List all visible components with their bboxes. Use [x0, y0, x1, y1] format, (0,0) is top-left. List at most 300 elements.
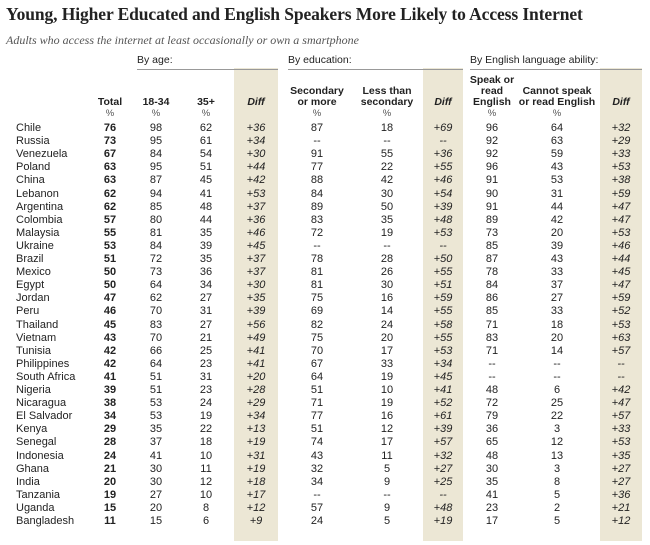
education-diff-value: +59	[433, 292, 453, 305]
pct-total: %	[105, 108, 115, 119]
less-than-secondary-value: 33	[380, 357, 394, 370]
column-header-less-than-secondary: Less than secondary	[360, 85, 414, 108]
table-row	[0, 319, 650, 332]
age-18-34-value: 83	[149, 318, 163, 331]
cannot-speak-english-value: 3	[553, 462, 561, 475]
less-than-secondary-value: 30	[380, 187, 394, 200]
cannot-speak-english-value: 8	[553, 475, 561, 488]
total-value: 21	[103, 462, 117, 475]
group-header-english: By English language ability:	[470, 54, 642, 70]
country-name: Peru	[16, 305, 40, 318]
total-value: 24	[103, 449, 117, 462]
age-35-plus-value: 61	[199, 135, 213, 148]
age-diff-value: +19	[246, 436, 266, 449]
age-35-plus-value: 31	[199, 370, 213, 383]
education-diff-value: +52	[433, 397, 453, 410]
table-row	[0, 174, 650, 187]
age-diff-value: +36	[246, 122, 266, 134]
english-diff-value: +46	[611, 239, 631, 252]
cannot-speak-english-value: 14	[550, 344, 564, 357]
country-name: Senegal	[16, 436, 57, 449]
english-diff-value: +47	[611, 200, 631, 213]
age-18-34-value: 20	[149, 501, 163, 514]
age-18-34-value: 51	[149, 370, 163, 383]
age-diff-value: +13	[246, 423, 266, 436]
country-name: Vietnam	[16, 331, 57, 344]
total-value: 67	[103, 148, 117, 161]
speak-english-value: 91	[485, 174, 499, 187]
country-name: South Africa	[16, 370, 76, 383]
total-value: 55	[103, 226, 117, 239]
country-name: Colombia	[16, 213, 63, 226]
education-diff-value: +55	[433, 266, 453, 279]
less-than-secondary-value: --	[383, 239, 391, 252]
cannot-speak-english-value: 5	[553, 515, 561, 527]
secondary-or-more-value: 69	[310, 305, 324, 318]
age-18-34-value: 41	[149, 449, 163, 462]
pct-less-than-secondary: %	[382, 108, 392, 119]
total-value: 50	[103, 279, 117, 292]
age-18-34-value: 98	[149, 122, 163, 134]
english-diff-value: +57	[611, 344, 631, 357]
english-diff-value: +42	[611, 384, 631, 396]
country-name: Russia	[16, 135, 50, 148]
less-than-secondary-value: 19	[380, 226, 394, 239]
less-than-secondary-value: 50	[380, 200, 394, 213]
secondary-or-more-value: 82	[310, 318, 324, 331]
secondary-or-more-value: 77	[310, 410, 324, 423]
table-row	[0, 201, 650, 214]
education-diff-value: +46	[433, 174, 453, 187]
english-diff-value: +33	[611, 148, 631, 161]
age-diff-value: +28	[246, 384, 266, 396]
secondary-or-more-value: 70	[310, 344, 324, 357]
speak-english-value: 78	[485, 266, 499, 279]
english-diff-value: +47	[611, 213, 631, 226]
total-value: 73	[103, 135, 117, 148]
education-diff-value: +41	[433, 384, 453, 396]
speak-english-value: --	[488, 370, 496, 383]
less-than-secondary-value: 28	[380, 253, 394, 265]
cannot-speak-english-value: 31	[550, 187, 564, 200]
speak-english-value: 83	[485, 331, 499, 344]
pct-age-35-plus: %	[201, 108, 211, 119]
secondary-or-more-value: 72	[310, 226, 324, 239]
english-diff-value: +21	[611, 501, 631, 514]
column-header-english-diff: Diff	[612, 96, 630, 108]
less-than-secondary-value: 26	[380, 266, 394, 279]
education-diff-value: +51	[433, 279, 453, 292]
age-35-plus-value: 10	[199, 488, 213, 501]
age-35-plus-value: 6	[202, 515, 210, 527]
total-value: 43	[103, 331, 117, 344]
secondary-or-more-value: 83	[310, 213, 324, 226]
country-name: Brazil	[16, 253, 44, 265]
speak-english-value: 87	[485, 253, 499, 265]
age-18-34-value: 35	[149, 423, 163, 436]
age-18-34-value: 94	[149, 187, 163, 200]
country-name: Egypt	[16, 279, 45, 292]
total-value: 53	[103, 239, 117, 252]
table-row	[0, 436, 650, 449]
table-row	[0, 489, 650, 502]
cannot-speak-english-value: 33	[550, 305, 564, 318]
education-diff-value: --	[439, 488, 447, 501]
less-than-secondary-value: 24	[380, 318, 394, 331]
secondary-or-more-value: 64	[310, 370, 324, 383]
less-than-secondary-value: 30	[380, 279, 394, 292]
table-row	[0, 345, 650, 358]
english-diff-value: --	[617, 357, 625, 370]
age-35-plus-value: 19	[199, 410, 213, 423]
less-than-secondary-value: --	[383, 135, 391, 148]
total-value: 47	[103, 292, 117, 305]
education-diff-value: +54	[433, 187, 453, 200]
age-18-34-value: 84	[149, 148, 163, 161]
cannot-speak-english-value: 44	[550, 200, 564, 213]
secondary-or-more-value: 34	[310, 475, 324, 488]
less-than-secondary-value: 20	[380, 331, 394, 344]
cannot-speak-english-value: 18	[550, 318, 564, 331]
speak-english-value: 90	[485, 187, 499, 200]
country-name: Mexico	[16, 266, 51, 279]
age-18-34-value: 30	[149, 475, 163, 488]
speak-english-value: 48	[485, 449, 499, 462]
total-value: 63	[103, 174, 117, 187]
total-value: 19	[103, 488, 117, 501]
table-row	[0, 227, 650, 240]
education-diff-value: +34	[433, 357, 453, 370]
age-35-plus-value: 18	[199, 436, 213, 449]
speak-english-value: 35	[485, 475, 499, 488]
age-35-plus-value: 35	[199, 253, 213, 265]
total-value: 38	[103, 397, 117, 410]
total-value: 11	[104, 515, 116, 527]
speak-english-value: 48	[485, 384, 499, 396]
age-18-34-value: 27	[149, 488, 163, 501]
age-35-plus-value: 25	[199, 344, 213, 357]
table-row	[0, 450, 650, 463]
table-row	[0, 305, 650, 318]
speak-english-value: 96	[485, 122, 499, 134]
education-diff-value: +25	[433, 475, 453, 488]
age-diff-value: +12	[246, 501, 266, 514]
less-than-secondary-value: 17	[380, 344, 394, 357]
table-row	[0, 332, 650, 345]
education-diff-value: +58	[433, 318, 453, 331]
english-diff-value: +27	[611, 475, 631, 488]
table-row	[0, 371, 650, 384]
secondary-or-more-value: 75	[310, 292, 324, 305]
cannot-speak-english-value: 64	[550, 122, 564, 134]
country-name: Malaysia	[16, 226, 60, 239]
country-name: Tanzania	[16, 488, 61, 501]
speak-english-value: 71	[485, 344, 499, 357]
secondary-or-more-value: 74	[310, 436, 324, 449]
age-35-plus-value: 24	[199, 397, 213, 410]
less-than-secondary-value: 10	[380, 384, 394, 396]
table-row	[0, 266, 650, 279]
cannot-speak-english-value: 12	[550, 436, 564, 449]
secondary-or-more-value: 71	[310, 397, 324, 410]
age-diff-value: +30	[246, 148, 266, 161]
total-value: 63	[103, 161, 117, 174]
country-name: Poland	[16, 161, 51, 174]
english-diff-value: +53	[611, 226, 631, 239]
total-value: 39	[103, 384, 117, 396]
age-35-plus-value: 21	[199, 331, 213, 344]
english-diff-value: +52	[611, 305, 631, 318]
less-than-secondary-value: 16	[380, 292, 394, 305]
less-than-secondary-value: 16	[380, 410, 394, 423]
total-value: 42	[103, 344, 117, 357]
english-diff-value: +57	[611, 410, 631, 423]
cannot-speak-english-value: 37	[550, 279, 564, 292]
total-value: 76	[103, 122, 117, 134]
cannot-speak-english-value: 20	[550, 331, 564, 344]
english-diff-value: +53	[611, 436, 631, 449]
english-diff-value: +63	[611, 331, 631, 344]
table-row	[0, 188, 650, 201]
cannot-speak-english-value: 6	[553, 384, 561, 396]
secondary-or-more-value: 88	[310, 174, 324, 187]
age-18-34-value: 95	[149, 161, 163, 174]
age-diff-value: +37	[246, 200, 266, 213]
age-35-plus-value: 45	[199, 174, 213, 187]
education-diff-value: --	[439, 135, 447, 148]
age-18-34-value: 53	[149, 410, 163, 423]
cannot-speak-english-value: 43	[550, 161, 564, 174]
table-row	[0, 279, 650, 292]
cannot-speak-english-value: 20	[550, 226, 564, 239]
english-diff-value: +33	[611, 423, 631, 436]
country-name: Tunisia	[16, 344, 52, 357]
education-diff-value: +27	[433, 462, 453, 475]
pct-secondary-or-more: %	[312, 108, 322, 119]
country-name: Chile	[16, 122, 42, 134]
age-diff-value: +45	[246, 239, 266, 252]
age-18-34-value: 64	[149, 279, 163, 292]
total-value: 34	[103, 410, 117, 423]
age-diff-value: +42	[246, 174, 266, 187]
page-subtitle: Adults who access the internet at least occasionally or own a smartphone	[6, 33, 359, 47]
english-diff-value: +35	[611, 449, 631, 462]
less-than-secondary-value: --	[383, 488, 391, 501]
age-18-34-value: 70	[149, 305, 163, 318]
secondary-or-more-value: 87	[310, 122, 324, 134]
cannot-speak-english-value: 25	[550, 397, 564, 410]
english-diff-value: +29	[611, 135, 631, 148]
age-35-plus-value: 23	[199, 384, 213, 396]
table-row	[0, 135, 650, 148]
age-35-plus-value: 23	[199, 357, 213, 370]
age-35-plus-value: 8	[202, 501, 210, 514]
total-value: 41	[103, 370, 117, 383]
speak-english-value: 79	[485, 410, 499, 423]
table-row	[0, 122, 650, 135]
column-header-age-diff: Diff	[247, 96, 265, 108]
education-diff-value: +32	[433, 449, 453, 462]
less-than-secondary-value: 19	[380, 370, 394, 383]
secondary-or-more-value: 81	[310, 266, 324, 279]
english-diff-value: +47	[611, 279, 631, 292]
age-18-34-value: 81	[149, 226, 163, 239]
speak-english-value: 96	[485, 161, 499, 174]
total-value: 15	[103, 501, 117, 514]
speak-english-value: 92	[485, 135, 499, 148]
less-than-secondary-value: 42	[380, 174, 394, 187]
table-row	[0, 358, 650, 371]
age-35-plus-value: 27	[199, 318, 213, 331]
age-diff-value: +35	[246, 292, 266, 305]
column-header-age-35-plus: 35+	[197, 96, 215, 108]
education-diff-value: +55	[433, 305, 453, 318]
english-diff-value: +32	[611, 122, 631, 134]
age-diff-value: +20	[246, 370, 266, 383]
age-35-plus-value: 39	[199, 239, 213, 252]
country-name: Lebanon	[16, 187, 59, 200]
speak-english-value: 36	[485, 423, 499, 436]
secondary-or-more-value: --	[313, 135, 321, 148]
english-diff-value: +53	[611, 318, 631, 331]
age-35-plus-value: 22	[199, 423, 213, 436]
speak-english-value: 84	[485, 279, 499, 292]
education-diff-value: +19	[433, 515, 453, 527]
age-18-34-value: 66	[149, 344, 163, 357]
table-row	[0, 397, 650, 410]
less-than-secondary-value: 9	[383, 475, 391, 488]
country-name: Nicaragua	[16, 397, 67, 410]
speak-english-value: 23	[485, 501, 499, 514]
education-diff-value: +36	[433, 148, 453, 161]
table-row	[0, 423, 650, 436]
age-18-34-value: 95	[149, 135, 163, 148]
less-than-secondary-value: 17	[380, 436, 394, 449]
age-diff-value: +18	[246, 475, 266, 488]
age-35-plus-value: 62	[199, 122, 213, 134]
english-diff-value: +44	[611, 253, 631, 265]
speak-english-value: 41	[485, 488, 499, 501]
cannot-speak-english-value: 43	[550, 253, 564, 265]
table-row	[0, 161, 650, 174]
column-header-total: Total	[97, 96, 123, 108]
country-name: China	[16, 174, 45, 187]
age-35-plus-value: 44	[199, 213, 213, 226]
english-diff-value: +53	[611, 161, 631, 174]
speak-english-value: 91	[485, 200, 499, 213]
secondary-or-more-value: 51	[310, 384, 324, 396]
speak-english-value: 17	[485, 515, 499, 527]
age-diff-value: +44	[246, 161, 266, 174]
age-diff-value: +9	[249, 515, 263, 527]
education-diff-value: +48	[433, 501, 453, 514]
age-diff-value: +29	[246, 397, 266, 410]
education-diff-value: +53	[433, 226, 453, 239]
english-diff-value: +59	[611, 292, 631, 305]
education-diff-value: +55	[433, 331, 453, 344]
speak-english-value: 65	[485, 436, 499, 449]
speak-english-value: 85	[485, 239, 499, 252]
table-row	[0, 410, 650, 423]
age-35-plus-value: 11	[200, 462, 212, 475]
cannot-speak-english-value: 59	[550, 148, 564, 161]
age-diff-value: +46	[246, 226, 266, 239]
age-diff-value: +53	[246, 187, 266, 200]
education-diff-value: +55	[433, 161, 453, 174]
secondary-or-more-value: 91	[310, 148, 324, 161]
cannot-speak-english-value: 63	[550, 135, 564, 148]
english-diff-value: +47	[611, 397, 631, 410]
age-diff-value: +56	[246, 318, 266, 331]
country-name: Thailand	[16, 318, 59, 331]
country-name: Jordan	[16, 292, 50, 305]
total-value: 42	[103, 357, 117, 370]
age-diff-value: +41	[246, 357, 266, 370]
less-than-secondary-value: 12	[380, 423, 394, 436]
age-18-34-value: 15	[149, 515, 163, 527]
age-diff-value: +34	[246, 410, 266, 423]
age-diff-value: +37	[246, 266, 266, 279]
secondary-or-more-value: 57	[310, 501, 324, 514]
education-diff-value: +45	[433, 370, 453, 383]
education-diff-value: +39	[433, 200, 453, 213]
age-18-34-value: 87	[149, 174, 163, 187]
speak-english-value: 89	[485, 213, 499, 226]
pct-cannot-speak-english: %	[552, 108, 562, 119]
education-diff-value: --	[439, 239, 447, 252]
age-diff-value: +30	[246, 279, 266, 292]
age-35-plus-value: 36	[199, 266, 213, 279]
age-35-plus-value: 35	[199, 226, 213, 239]
secondary-or-more-value: 67	[310, 357, 324, 370]
age-18-34-value: 70	[149, 331, 163, 344]
table-row	[0, 476, 650, 489]
pct-age-18-34: %	[151, 108, 161, 119]
age-diff-value: +19	[246, 462, 266, 475]
cannot-speak-english-value: 2	[553, 501, 561, 514]
education-diff-value: +61	[433, 410, 453, 423]
age-35-plus-value: 54	[199, 148, 213, 161]
cannot-speak-english-value: --	[553, 357, 561, 370]
age-diff-value: +41	[246, 344, 266, 357]
less-than-secondary-value: 9	[383, 501, 391, 514]
total-value: 50	[103, 266, 117, 279]
cannot-speak-english-value: 42	[550, 213, 564, 226]
table-row	[0, 240, 650, 253]
country-name: Bangladesh	[16, 515, 75, 527]
age-18-34-value: 84	[149, 239, 163, 252]
age-18-34-value: 72	[149, 253, 163, 265]
column-header-secondary-or-more: Secondary or more	[290, 85, 344, 108]
cannot-speak-english-value: --	[553, 370, 561, 383]
secondary-or-more-value: 89	[310, 200, 324, 213]
cannot-speak-english-value: 3	[553, 423, 561, 436]
age-35-plus-value: 10	[199, 449, 213, 462]
age-35-plus-value: 31	[199, 305, 213, 318]
total-value: 45	[103, 318, 117, 331]
country-name: Kenya	[16, 423, 48, 436]
cannot-speak-english-value: 22	[550, 410, 564, 423]
education-diff-value: +48	[433, 213, 453, 226]
table-row	[0, 253, 650, 266]
total-value: 29	[103, 423, 117, 436]
english-diff-value: +36	[611, 488, 631, 501]
page-title: Young, Higher Educated and English Speakers More Likely to Access Internet	[6, 4, 583, 24]
age-18-34-value: 73	[149, 266, 163, 279]
age-diff-value: +31	[246, 449, 266, 462]
less-than-secondary-value: 18	[380, 122, 394, 134]
age-diff-value: +36	[246, 213, 266, 226]
